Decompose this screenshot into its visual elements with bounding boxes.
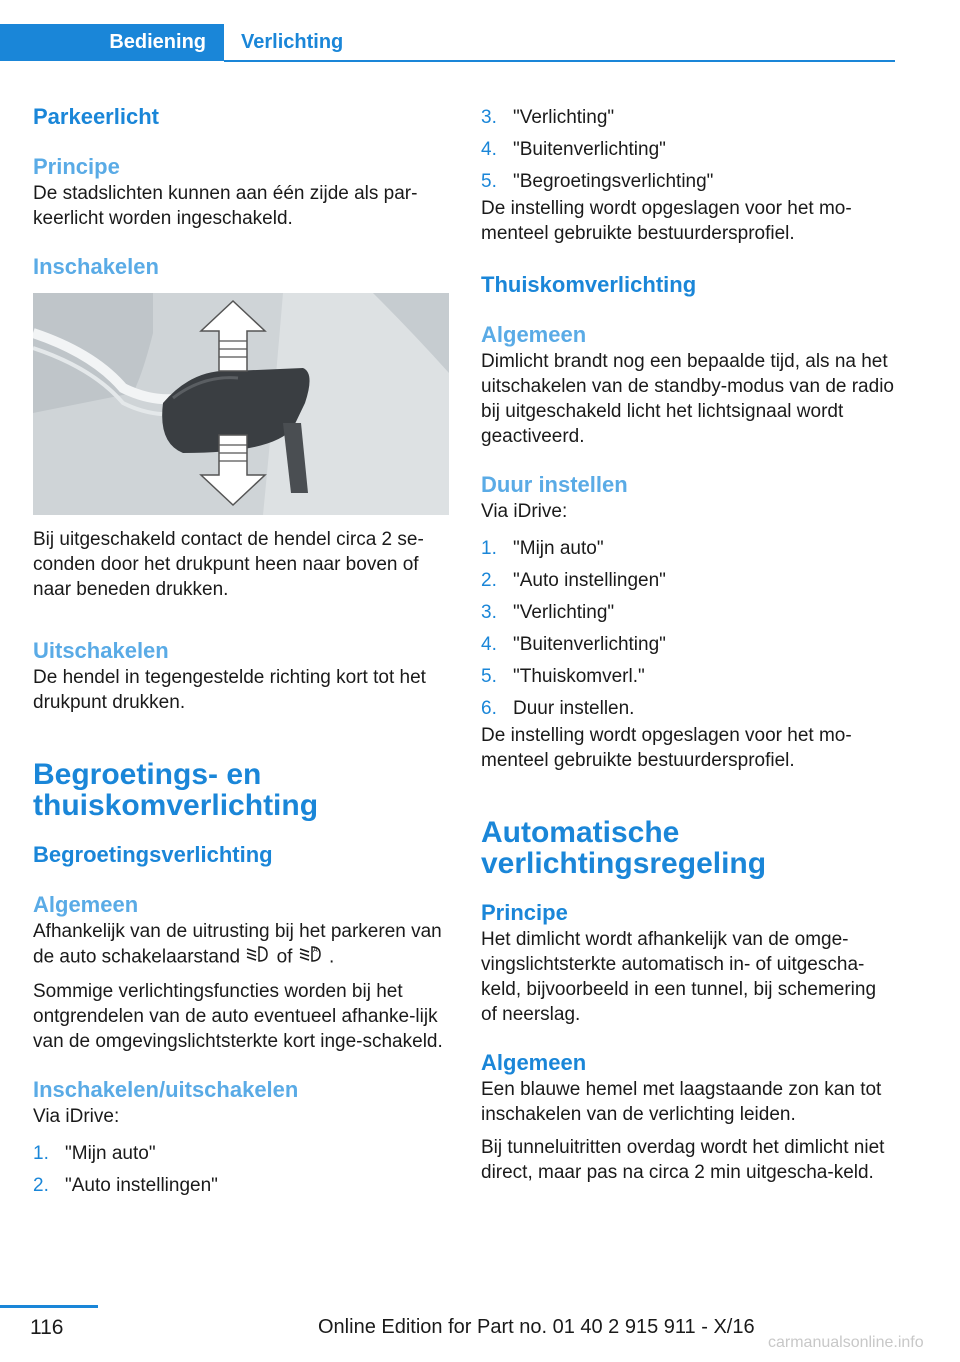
footer-rule [0,1305,98,1308]
page-header [0,0,895,62]
right-column [481,100,897,1185]
figure-caption: Bij uitgeschakeld contact de hendel circa 2 se-conden door het drukpunt heen naar boven of naar beneden drukken. [33,529,424,600]
list-right-top [481,105,897,194]
heading-begroetings-1: Begroetings- en [33,758,262,791]
heading-algemeen-2: Algemeen [481,1050,587,1075]
list-number: 2. [33,1175,49,1196]
list-item [481,568,897,593]
page-number: 116 [30,1316,64,1339]
heading-inschakelen: Inschakelen [33,254,159,279]
heading-inschakelen-uitschakelen: Inschakelen/uitschakelen [33,1077,299,1102]
list-number: 1. [481,538,497,559]
list-left [33,1141,449,1198]
principe-text-right: Het dimlicht wordt afhankelijk van de omge-vingslichtsterkte automatisch in- of uitgescha-keld, bijvoorbeeld in een tunnel, bij schemering of neerslag. [481,929,877,1025]
list-text: "Auto instellingen" [65,1175,218,1196]
heading-automatische-2: verlichtingsregeling [481,847,767,880]
watermark: carmanualsonline.info [768,1334,924,1351]
saved-text-2: De instelling wordt opgeslagen voor het mo-menteel gebruikte bestuurdersprofiel. [481,725,852,771]
list-item [481,600,897,625]
lever-illustration-svg [33,293,449,515]
left-column [33,100,449,1205]
list-number: 3. [481,602,497,623]
list-number: 5. [481,171,497,192]
lever-illustration [33,293,449,515]
list-number: 2. [481,570,497,591]
list-text: "Verlichting" [513,602,615,623]
list-text: "Buitenverlichting" [513,634,666,655]
heading-begroetingsverlichting: Begroetingsverlichting [33,842,273,867]
list-item [33,1141,449,1166]
list-text: "Begroetingsverlichting" [513,171,714,192]
list-duur [481,536,897,721]
list-number: 6. [481,698,497,719]
via-idrive-left: Via iDrive: [33,1106,120,1127]
heading-thuiskomverlichting: Thuiskomverlichting [481,272,697,297]
principe-text: De stadslichten kunnen aan één zijde als par-keerlicht worden ingeschakeld. [33,183,418,229]
list-number: 4. [481,634,497,655]
algemeen-text [33,919,449,971]
algemeen-text-2: Sommige verlichtingsfuncties worden bij het ontgrendelen van de auto eventueel afhanke-lijk van de omgevingslichtsterkte kort inge-schakeld. [33,981,443,1052]
uitschakelen-text: De hendel in tegengestelde richting kort tot het drukpunt drukken. [33,667,426,713]
list-text: "Auto instellingen" [513,570,666,591]
auto-light-icon [298,944,324,971]
heading-begroetings-2: thuiskomverlichting [33,789,319,822]
list-number: 1. [33,1143,49,1164]
via-idrive-right: Via iDrive: [481,501,568,522]
low-beam-icon [245,944,271,971]
list-item [33,1173,449,1198]
heading-duur-instellen: Duur instellen [481,472,628,497]
algemeen-text-of: of [276,946,293,968]
heading-automatische-1: Automatische [481,816,680,849]
list-item [481,696,897,721]
list-item [481,137,897,162]
heading-principe: Principe [33,154,120,179]
list-text: "Buitenverlichting" [513,139,666,160]
list-number: 3. [481,107,497,128]
heading-uitschakelen: Uitschakelen [33,638,169,663]
list-item [481,105,897,130]
header-rule [224,60,895,62]
list-text: "Mijn auto" [513,538,604,559]
list-text: "Mijn auto" [65,1143,156,1164]
list-item [481,632,897,657]
list-item [481,169,897,194]
algemeen2-text-1: Een blauwe hemel met laagstaande zon kan tot inschakelen van de verlichting leiden. [481,1079,882,1125]
list-item [481,664,897,689]
heading-algemeen-right: Algemeen [481,322,587,347]
heading-algemeen: Algemeen [33,892,139,917]
algemeen-text-a: Afhankelijk van de uitrusting bij het parkeren van de auto schakelaarstand [33,921,442,968]
algemeen2-text-2: Bij tunneluitritten overdag wordt het dimlicht niet direct, maar pas na circa 2 min uitgescha-keld. [481,1137,885,1183]
edition-text: Online Edition for Part no. 01 40 2 915 911 - X/16 [318,1316,755,1338]
tab-verlichting[interactable]: Verlichting [241,31,344,53]
algemeen-text-end: . [329,946,335,968]
list-number: 5. [481,666,497,687]
svg-text:A: A [312,947,318,954]
list-text: "Verlichting" [513,107,615,128]
saved-text-1: De instelling wordt opgeslagen voor het mo-menteel gebruikte bestuurdersprofiel. [481,198,852,244]
list-text: Duur instellen. [513,698,635,719]
thuiskom-text: Dimlicht brandt nog een bepaalde tijd, als na het uitschakelen van de standby-modus van de radio bij uitgeschakeld licht het lichtsignaal wordt geactiveerd. [481,351,894,447]
list-text: "Thuiskomverl." [513,666,645,687]
heading-principe-right: Principe [481,900,568,925]
list-item [481,536,897,561]
list-number: 4. [481,139,497,160]
heading-parkeerlicht: Parkeerlicht [33,104,159,129]
tab-bediening[interactable]: Bediening [0,24,224,61]
